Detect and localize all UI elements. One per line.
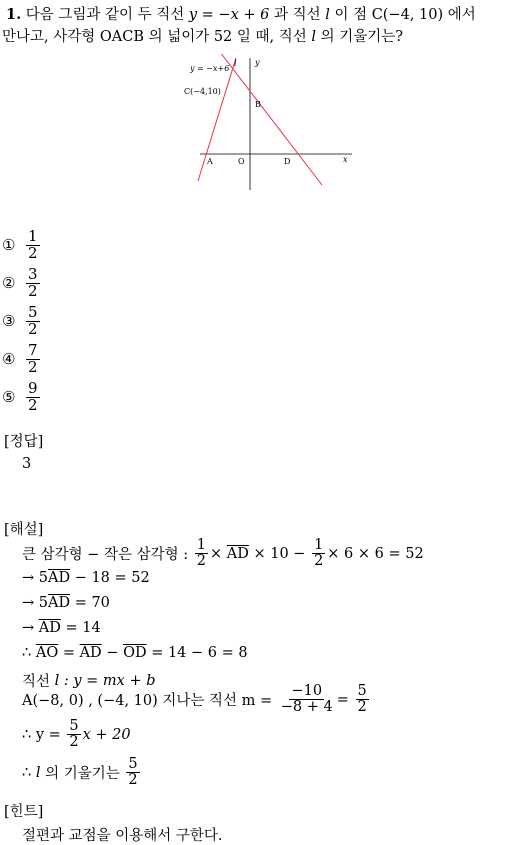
solution-step-1: 큰 삼각형 − 작은 삼각형 : $\frac{1}{2}$ × $\overline{AD}$ × 10 − $\frac{1}{2}$ × 6 × 6 = 52 [22,537,424,570]
choice-mark: ④ [2,350,16,369]
equation-line1: y = −x + 6 [188,7,270,23]
choice-fraction: $\frac{5}{2}$ [28,303,38,338]
coordinate-figure [180,54,360,194]
label-line1: y = −x+6 [190,64,230,73]
line-l [198,58,236,181]
answer-heading: [정답] [4,434,44,450]
choice-4[interactable] [2,343,42,376]
solution-step-9: ∴ l 의 기울기는 $\frac{5}{2}$ [22,756,138,789]
label-x: x [343,155,348,164]
question-text: 의 기울기는? [320,29,404,45]
label-l: l [234,59,237,68]
choice-mark: ① [2,236,16,255]
choice-1[interactable] [2,229,42,262]
choice-mark: ② [2,274,16,293]
line-l-symbol: l [325,7,330,23]
choice-5[interactable] [2,381,42,414]
question-text: 만나고, 사각형 OACB 의 넓이가 52 일 때, 직선 [2,29,307,45]
hint-text: 절편과 교점을 이용해서 구한다. [22,828,223,844]
choice-mark: ⑤ [2,388,16,407]
question-text: 다음 그림과 같이 두 직선 [25,7,185,23]
solution-heading: [해설] [4,522,44,538]
line-l-symbol: l [311,29,316,45]
solution-step-3: → 5 $\overline{AD}$ = 70 [22,595,110,611]
solution-step-7: A(−8, 0) , (−4, 10) 지나는 직선 m = $\frac{-10}{-8 + 4}$ = $\frac{5}{2}$ [22,683,367,716]
choice-fraction: $\frac{7}{2}$ [28,341,38,376]
solution-step-5: ∴ $\overline{AO}$ = $\overline{AD}$ − $\overline{OD}$ = 14 − 6 = 8 [22,645,248,661]
label-C: C(−4,10) [184,87,221,96]
choice-fraction: $\frac{3}{2}$ [28,265,38,300]
label-O: O [238,157,245,166]
question-text: 과 직선 [273,7,321,23]
choice-fraction: $\frac{9}{2}$ [28,379,38,414]
answer-value: 3 [22,456,32,472]
choice-mark: ③ [2,312,16,331]
label-A: A [207,157,213,166]
solution-step-6: 직선 l : y = mx + b [22,672,156,690]
choice-fraction: $\frac{1}{2}$ [28,227,38,262]
label-B: B [255,100,261,109]
solution-step-2: → 5 $\overline{AD}$ − 18 = 52 [22,570,150,586]
label-y: y [255,58,260,67]
question-line-2 [2,26,403,48]
hint-heading: [힌트] [4,804,44,820]
question-line-1 [6,4,476,26]
line-y-neg-x-plus-6 [220,54,322,185]
question-text: 이 점 C(−4, 10) 에서 [334,7,476,23]
solution-step-8: ∴ y = $\frac{5}{2}$ x + 20 [22,718,131,751]
question-number: 1. [6,6,22,23]
choice-2[interactable] [2,267,42,300]
label-D: D [284,157,291,166]
choice-3[interactable] [2,305,42,338]
solution-step-4: → $\overline{AD}$ = 14 [22,620,101,636]
